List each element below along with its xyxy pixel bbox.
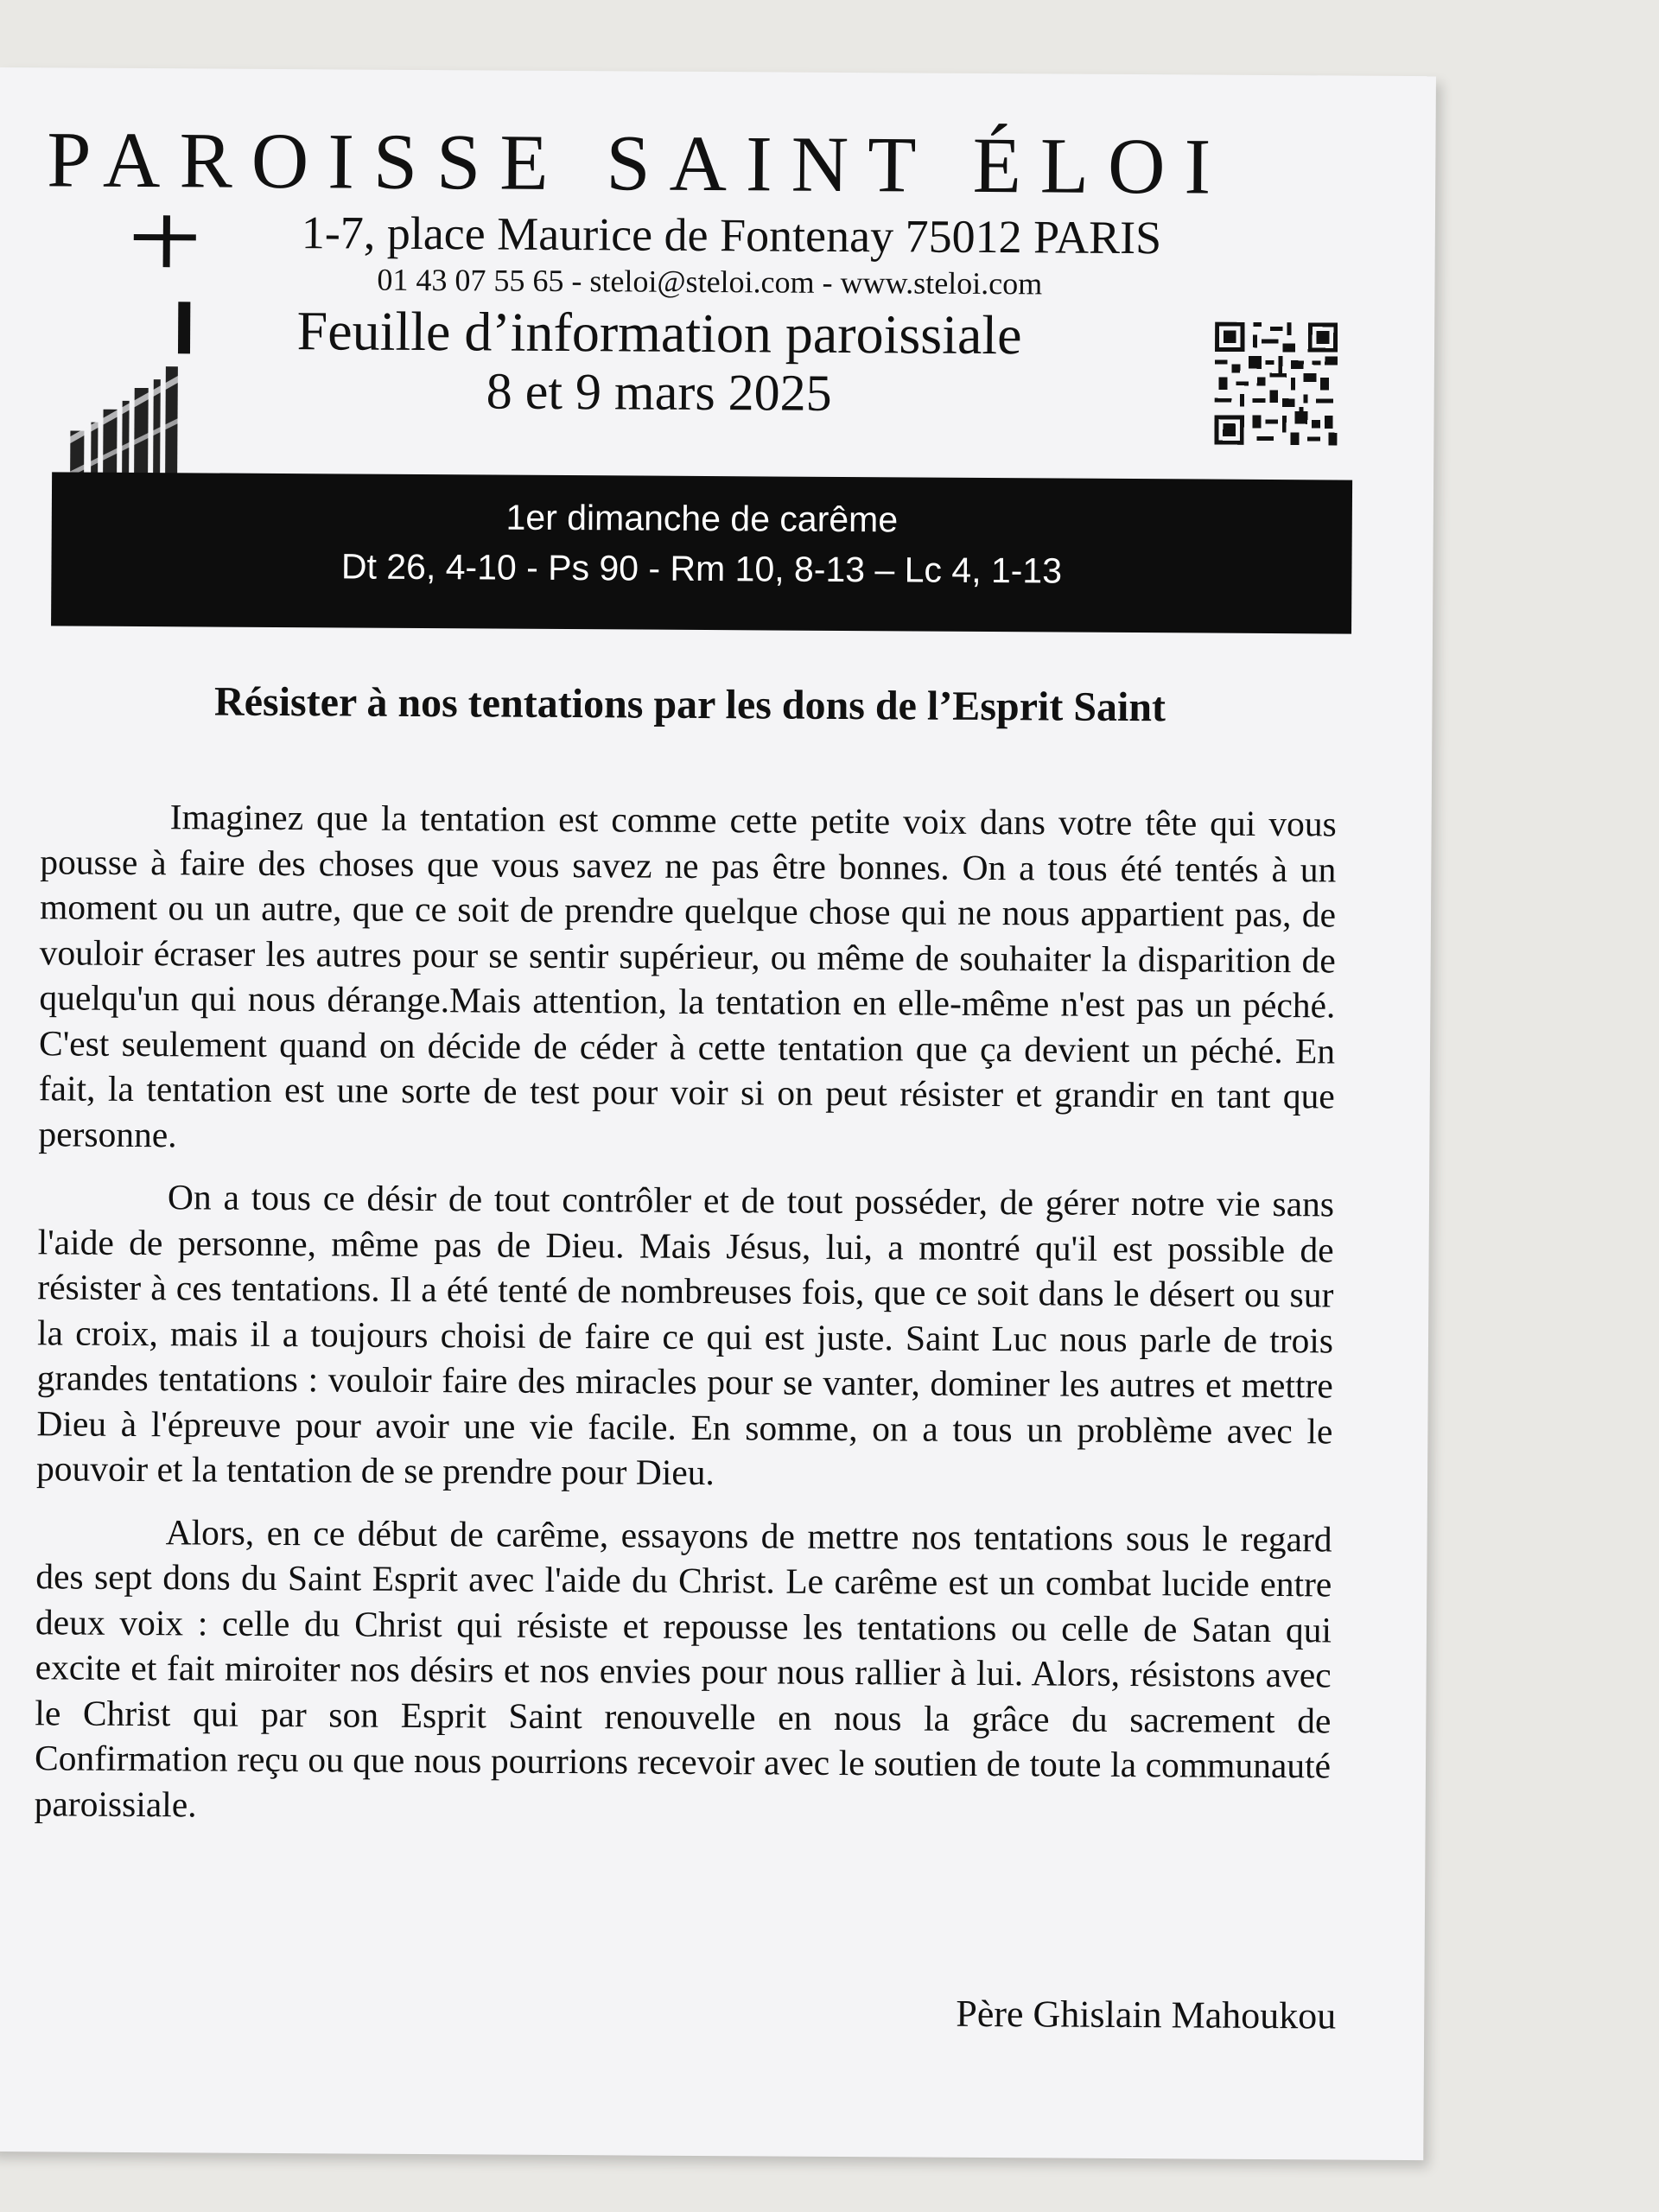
article-paragraph: Imaginez que la tentation est comme cette petite voix dans votre tête qui vous pousse à faire des choses que vous savez ne pas être bonnes. On a tous été tentés à un moment ou un autre, que ce soit de prendre quelque chose qui ne nous appartient pas, de vouloir écraser les autres pour se sentir supérieur, ou même de souhaiter la disparition de quelqu'un qui nous dérange.Mais attention, la tentation en elle-même n'est pas un péché. C'est seulement quand on décide de céder à cette tentation que ça devient un péché. En fait, la tentation est une sorte de test pour voir si on peut résister et grandir en tant que personne. [38, 797, 1337, 1154]
article-paragraph: On a tous ce désir de tout contrôler et de tout posséder, de gérer notre vie sans l'aide de personne, même pas de Dieu. Mais Jésus, lui, a montré qu'il est possible de résister à ces tentations. Il a été tenté de nombreuses fois, que ce soit dans le désert ou sur la croix, mais il a toujours choisi de faire ce qui est juste. Saint Luc nous parle de trois grandes tentations : vouloir faire des miracles pour se vanter, dominer les autres et mettre Dieu à l'épreuve pour avoir une vie facile. En somme, on a tous un problème avec le pouvoir et la tentation de se prendre pour Dieu. [35, 1177, 1335, 1493]
article-title: Résister à nos tentations par les dons de l’Esprit Saint [213, 678, 1166, 731]
document-title: Feuille d’information paroissiale [296, 300, 1022, 366]
parish-contact: 01 43 07 55 65 - steloi@steloi.com - www.steloi.com [377, 262, 1043, 302]
readings: Dt 26, 4-10 - Ps 90 - Rm 10, 8-13 – Lc 4, 1-13 [340, 546, 1063, 591]
liturgy-banner [51, 472, 1352, 633]
parish-leaflet [0, 67, 1436, 2160]
qr-code-icon [1214, 322, 1338, 446]
article-body [34, 793, 1336, 1851]
article-paragraph: Alors, en ce début de carême, essayons de mettre nos tentations sous le regard des sept dons du Saint Esprit avec l'aide du Christ. Le carême est un combat lucide entre deux voix : celle du Christ qui résiste et repousse les tentations ou celle de Satan qui excite et fait miroiter nos désirs et nos envies pour nous rallier à lui. Alors, résistons avec le Christ qui par son Esprit Saint renouvelle en nous la grâce du sacrement de Confirmation reçu ou que nous pourrions recevoir avec le soutien de toute la communauté paroissiale. [34, 1511, 1332, 1824]
document-date: 8 et 9 mars 2025 [486, 362, 832, 422]
liturgical-day: 1er dimanche de carême [505, 497, 899, 540]
article-signature: Père Ghislain Mahoukou [956, 1992, 1337, 2037]
parish-name: PAROISSE SAINT ÉLOI [47, 115, 1230, 211]
parish-address: 1-7, place Maurice de Fontenay 75012 PARIS [301, 207, 1162, 264]
